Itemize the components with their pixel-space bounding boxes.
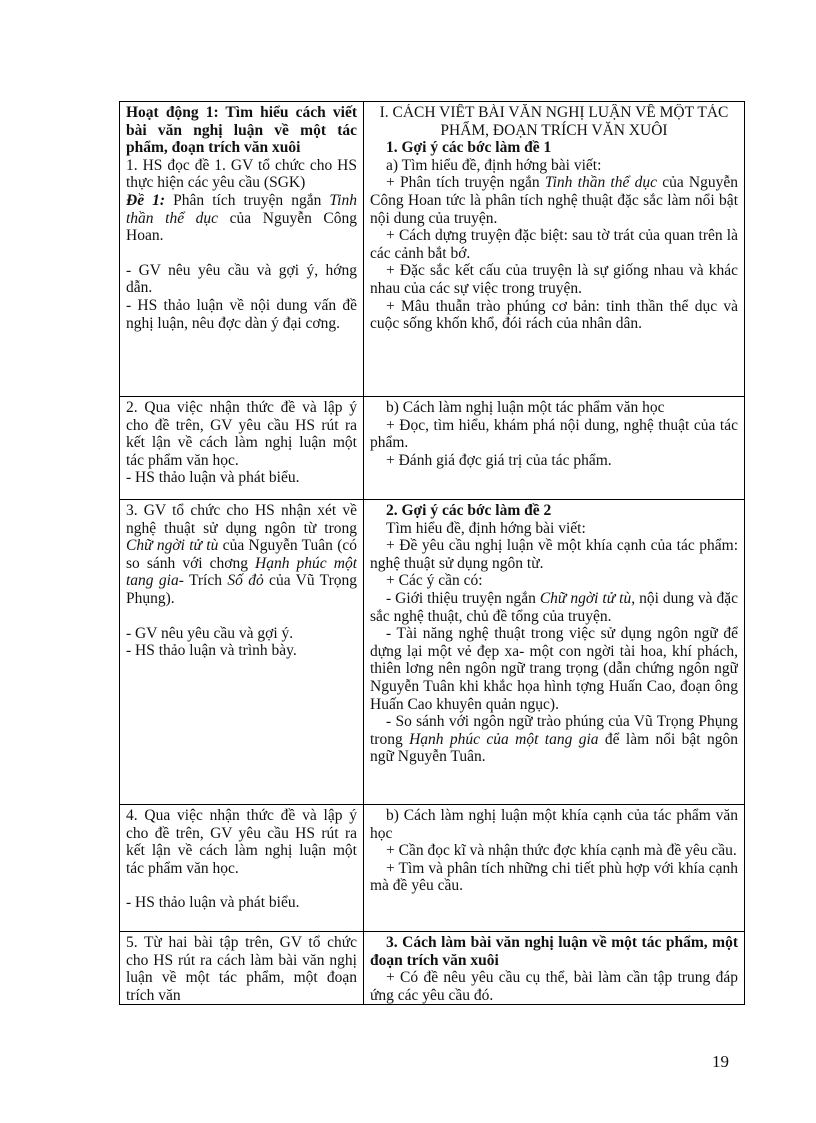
work-title: Hạnh phúc của một tang gia <box>409 730 599 748</box>
activity-text: 1. HS đọc đề 1. GV tổ chức cho HS thực hiện các yêu cầu (SGK) <box>126 156 357 192</box>
content-text: b) Cách làm nghị luận một tác phẩm văn học <box>386 399 665 416</box>
teacher-activity-cell <box>120 102 364 397</box>
table-row <box>120 932 745 1005</box>
teacher-activity-cell <box>120 932 364 1005</box>
work-title: Tinh thần thể dục <box>544 174 657 192</box>
content-cell <box>364 397 745 500</box>
activity-text: - HS thảo luận và phát biểu. <box>126 469 300 487</box>
activity-text: - HS thảo luận và phát biểu. <box>126 894 300 912</box>
sub-heading: 3. Cách làm bài văn nghị luận về một tác phẩm, một đoạn trích văn xuôi <box>370 934 738 969</box>
activity-text: - HS thảo luận về nội dung vấn đề nghị luận, nêu đợc dàn ý đại cơng. <box>126 296 357 332</box>
activity-text: 4. Qua việc nhận thức đề và lập ý cho đề trên, GV yêu cầu HS rút ra kết lận về cách làm nghị luận một tác phẩm văn học. <box>126 807 357 877</box>
exercise-prompt: Đề 1: Phân tích truyện ngắn Tinh thần thể dục của Nguyễn Công Hoan. <box>126 191 357 245</box>
content-text: Tìm hiểu đề, định hớng bài viết: <box>386 519 586 537</box>
content-text: - So sánh với ngôn ngữ trào phúng của Vũ Trọng Phụng trong Hạnh phúc của một tang gia để làm nổi bật ngôn ngữ Nguyễn Tuân. <box>370 713 738 766</box>
exercise-label: Đề 1: <box>126 191 166 209</box>
content-text: + Các ý cần có: <box>386 572 483 590</box>
activity-text: 3. GV tổ chức cho HS nhận xét về nghệ thuật sử dụng ngôn từ trong Chữ ngời tử tù của Nguyễn Tuân (có so sánh với chơng Hạnh phúc một tang gia- Trích Số đỏ của Vũ Trọng Phụng). <box>126 502 357 607</box>
section-heading: I. CÁCH VIẾT BÀI VĂN NGHỊ LUẬN VỀ MỘT TÁC PHẨM, ĐOẠN TRÍCH VĂN XUÔI <box>379 104 729 139</box>
content-cell <box>364 805 745 932</box>
content-cell <box>364 102 745 397</box>
teacher-activity-cell <box>120 500 364 805</box>
table-row <box>120 102 745 397</box>
content-cell <box>364 500 745 805</box>
content-text: + Đặc sắc kết cấu của truyện là sự giống nhau và khác nhau của các sự việc trong truyện. <box>370 262 738 297</box>
activity-text: - GV nêu yêu cầu và gợi ý, hớng dẫn. <box>126 261 357 297</box>
content-text: a) Tìm hiểu đề, định hớng bài viết: <box>386 156 602 174</box>
work-title: Số đỏ <box>227 572 264 590</box>
activity-title: Hoạt động 1: Tìm hiểu cách viết bài văn nghị luận về một tác phẩm, đoạn trích văn xuôi <box>126 104 357 157</box>
lesson-plan-table <box>119 101 745 1005</box>
activity-text: 5. Từ hai bài tập trên, GV tổ chức cho HS rút ra cách làm bài văn nghị luận về một tác phẩm, một đoạn trích văn <box>126 934 357 1004</box>
activity-text: 2. Qua việc nhận thức đề và lập ý cho đề trên, GV yêu cầu HS rút ra kết lận về cách làm nghị luận một tác phẩm văn học. <box>126 399 357 469</box>
content-text: - Giới thiệu truyện ngắn Chữ ngời tử tù, nội dung và đặc sắc nghệ thuật, chủ đề tổng của truyện. <box>370 589 738 625</box>
table-row <box>120 500 745 805</box>
work-title: Chữ ngời tử tù <box>539 589 632 607</box>
content-text: b) Cách làm nghị luận một khía cạnh của tác phẩm văn học <box>370 807 738 842</box>
content-text: - Tài năng nghệ thuật trong việc sử dụng ngôn ngữ để dựng lại một vẻ đẹp xa- một con ngời tài hoa, khí phách, thiên lơng nên ngôn ngữ trang trọng (dẫn chứng ngôn ngữ Nguyễn Tuân khi khắc họa hình tợng Huấn Cao, đoạn ông Huấn Cao khuyên quản ngục). <box>370 625 738 713</box>
activity-text: - GV nêu yêu cầu và gợi ý. <box>126 624 294 642</box>
content-text: + Đề yêu cầu nghị luận về một khía cạnh của tác phẩm: nghệ thuật sử dụng ngôn từ. <box>370 537 738 572</box>
page-number: 19 <box>712 1052 729 1071</box>
content-text: + Cần đọc kĩ và nhận thức đợc khía cạnh mà đề yêu cầu. <box>386 842 737 860</box>
content-text: + Cách dựng truyện đặc biệt: sau tờ trát của quan trên là các cảnh bắt bớ. <box>370 227 738 262</box>
content-text: + Đọc, tìm hiểu, khám phá nội dung, nghệ thuật của tác phẩm. <box>370 416 738 452</box>
content-text: + Phân tích truyện ngắn Tinh thần thể dục của Nguyễn Công Hoan tức là phân tích nghệ thuật đặc sắc làm nổi bật nội dung của truyện. <box>370 174 738 227</box>
sub-heading: 2. Gợi ý các bớc làm đề 2 <box>386 502 552 519</box>
content-text: + Tìm và phân tích những chi tiết phù hợp với khía cạnh mà đề yêu cầu. <box>370 859 738 895</box>
activity-text: - HS thảo luận và trình bày. <box>126 642 297 660</box>
table-row <box>120 397 745 500</box>
teacher-activity-cell <box>120 397 364 500</box>
work-title: Hạnh phúc một tang gia- <box>126 554 357 590</box>
teacher-activity-cell <box>120 805 364 932</box>
content-cell <box>364 932 745 1005</box>
content-text: + Có đề nêu yêu cầu cụ thể, bài làm cần tập trung đáp ứng các yêu cầu đó. <box>370 969 738 1004</box>
content-text: + Mâu thuẫn trào phúng cơ bản: tinh thần thể dục và cuộc sống khốn khổ, đói rách của nhân dân. <box>370 297 738 333</box>
work-title: Chữ ngời tử tù <box>126 537 219 555</box>
work-title: Tinh thần thể dục <box>126 191 357 227</box>
content-text: + Đánh giá đợc giá trị của tác phẩm. <box>386 451 612 469</box>
table-row <box>120 805 745 932</box>
sub-heading: 1. Gợi ý các bớc làm đề 1 <box>386 139 552 157</box>
